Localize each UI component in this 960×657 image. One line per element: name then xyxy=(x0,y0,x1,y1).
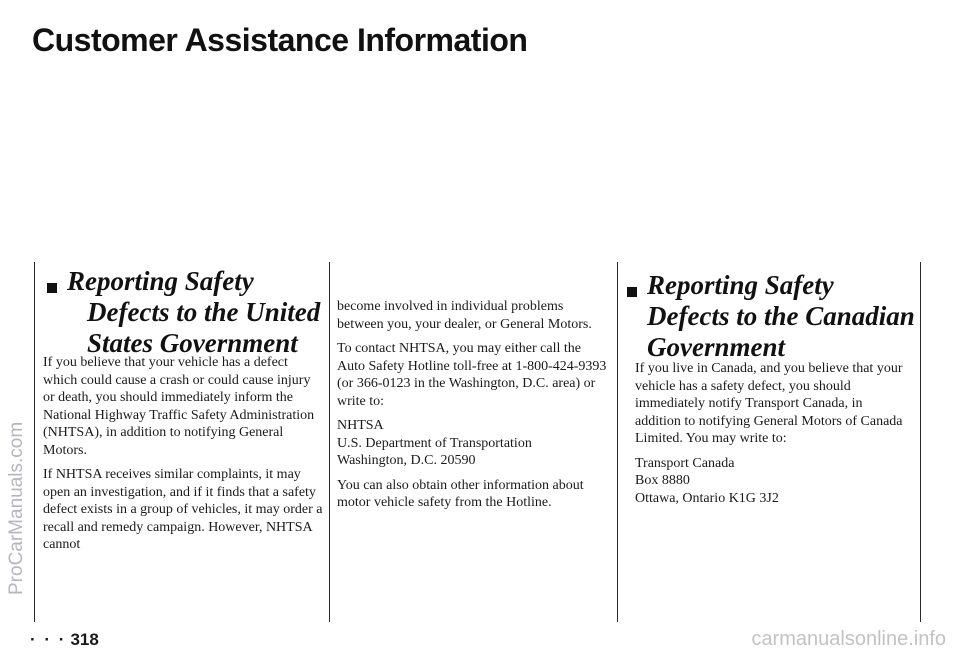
column-rule-left xyxy=(34,262,35,622)
address-line: Box 8880 xyxy=(635,473,690,488)
us-section-heading xyxy=(67,266,320,359)
us-heading-line: States Government xyxy=(87,328,298,358)
canada-heading-line: Government xyxy=(647,332,785,362)
canada-paragraph: If you live in Canada, and you believe that your vehicle has a safety defect, you should immediately notify Transport Canada, in addition to notifying General Motors of Canada Limited. You may write to: xyxy=(635,361,903,446)
page-number-dots: · · · xyxy=(30,630,67,649)
canada-section-heading xyxy=(647,270,915,363)
canada-section-column xyxy=(635,360,911,514)
address-line: Ottawa, Ontario K1G 3J2 xyxy=(635,490,779,506)
bullet-square-icon xyxy=(47,283,57,293)
page-number-value: 318 xyxy=(70,630,99,649)
watermark-left: ProCarManuals.com xyxy=(6,421,27,595)
page-title: Customer Assistance Information xyxy=(32,22,528,58)
column-rule-center-left xyxy=(329,262,330,622)
nhtsa-address xyxy=(337,417,607,470)
us-paragraph: If NHTSA receives similar complaints, it may open an investigation, and if it finds that a safety defect exists in a group of vehicles, it may order a recall and remedy campaign. However, NHTSA cannot xyxy=(43,467,323,552)
column-rule-right xyxy=(920,262,921,622)
transport-canada-address xyxy=(635,455,911,508)
address-line: Washington, D.C. 20590 xyxy=(337,453,476,468)
address-line: NHTSA xyxy=(337,418,384,433)
us-continued-paragraph: To contact NHTSA, you may either call the Auto Safety Hotline toll-free at 1-800-424-9393 (or 366-0123 in the Washington, D.C. area) or write to: xyxy=(337,341,607,409)
bullet-square-icon xyxy=(627,287,637,297)
watermark-bottom: carmanualsonline.info xyxy=(751,628,946,650)
us-heading-line: Reporting Safety xyxy=(67,266,254,296)
page-number xyxy=(30,630,99,650)
us-continued-paragraph: become involved in individual problems between you, your dealer, or General Motors. xyxy=(337,299,592,332)
canada-heading-line: Defects to the Canadian xyxy=(647,301,915,331)
address-line: U.S. Department of Transportation xyxy=(337,435,532,451)
address-line: Transport Canada xyxy=(635,455,735,471)
us-section-column-1 xyxy=(43,354,325,561)
column-rule-center-right xyxy=(617,262,618,622)
us-paragraph: If you believe that your vehicle has a defect which could cause a crash or could cause injury or death, you should immediately inform the National Highway Traffic Safety Administration (NHTSA), in addition to notifying General Motors. xyxy=(43,355,315,458)
us-heading-line: Defects to the United xyxy=(87,297,321,327)
canada-heading-line: Reporting Safety xyxy=(647,270,834,300)
us-closing-paragraph: You can also obtain other information about motor vehicle safety from the Hotline. xyxy=(337,477,584,510)
us-section-column-2 xyxy=(337,298,607,519)
